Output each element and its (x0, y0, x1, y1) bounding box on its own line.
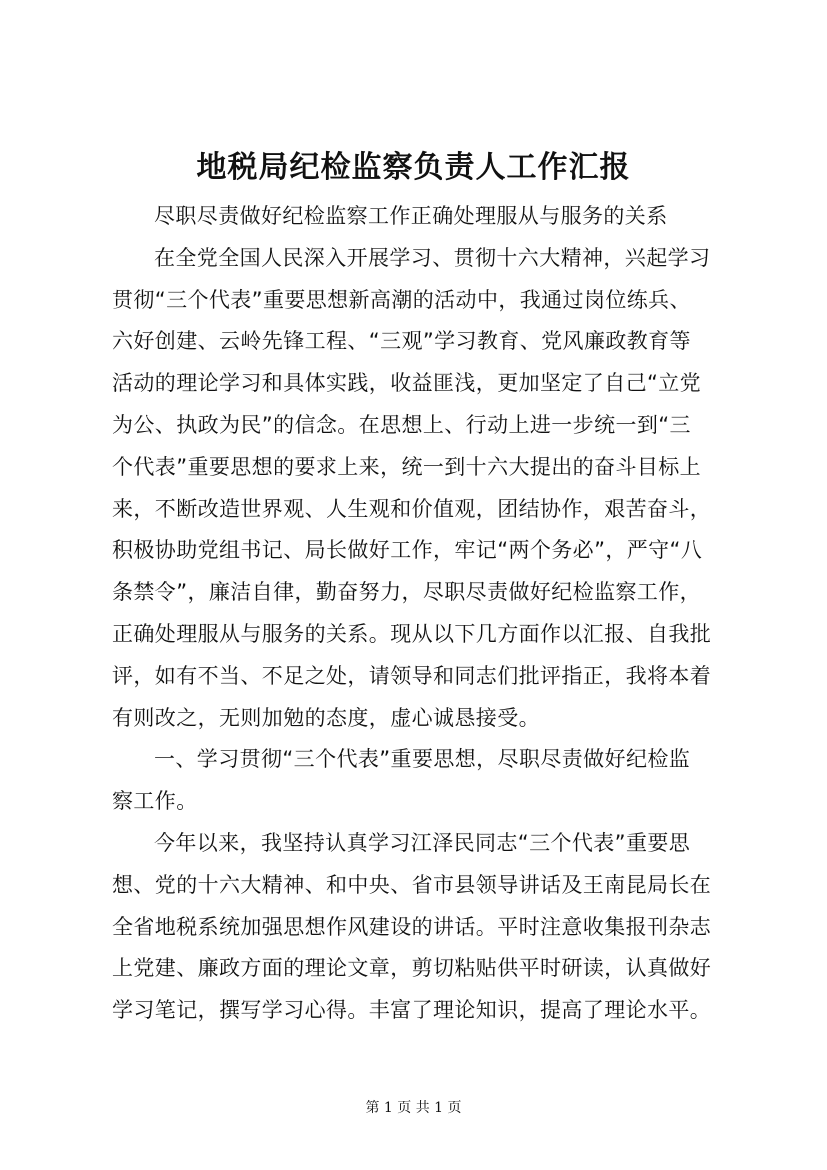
page-footer: 第 1 页 共 1 页 (365, 1100, 462, 1116)
body-line: 六好创建、云岭先锋工程、“三观”学习教育、党风廉政教育等 (112, 329, 691, 354)
body-line: 积极协助党组书记、局长做好工作，牢记“两个务必”，严守“八 (112, 538, 703, 563)
document-title: 地税局纪检监察负责人工作汇报 (196, 150, 631, 185)
body-line: 在全党全国人民深入开展学习、贯彻十六大精神，兴起学习 (154, 245, 711, 270)
body-line: 来，不断改造世界观、人生观和价值观，团结协作，艰苦奋斗， (112, 496, 712, 521)
body-line: 一、学习贯彻“三个代表”重要思想，尽职尽责做好纪检监 (154, 747, 691, 772)
body-line: 学习笔记，撰写学习心得。丰富了理论知识，提高了理论水平。 (112, 998, 712, 1023)
body-line: 为公、执政为民”的信念。在思想上、行动上进一步统一到“三 (112, 412, 691, 437)
body-line: 活动的理论学习和具体实践，收益匪浅，更加坚定了自己“立党 (112, 371, 702, 396)
body-line: 尽职尽责做好纪检监察工作正确处理服从与服务的关系 (154, 204, 668, 228)
body-line: 上党建、廉政方面的理论文章，剪切粘贴供平时研读，认真做好 (112, 956, 712, 981)
body-line: 评，如有不当、不足之处，请领导和同志们批评指正，我将本着 (112, 663, 712, 688)
body-line: 全省地税系统加强思想作风建设的讲话。平时注意收集报刊杂志 (112, 914, 712, 939)
body-line: 察工作。 (112, 789, 198, 814)
body-line: 正确处理服从与服务的关系。现从以下几方面作以汇报、自我批 (112, 621, 712, 646)
body-line: 想、党的十六大精神、和中央、省市县领导讲话及王南昆局长在 (112, 872, 712, 897)
body-line: 贯彻“三个代表”重要思想新高潮的活动中，我通过岗位练兵、 (112, 287, 691, 312)
body-line: 条禁令”，廉洁自律，勤奋努力，尽职尽责做好纪检监察工作， (112, 580, 702, 605)
document-body (112, 196, 744, 1032)
body-line: 今年以来，我坚持认真学习江泽民同志“三个代表”重要思 (154, 830, 691, 855)
body-line: 个代表”重要思想的要求上来，统一到十六大提出的奋斗目标上 (112, 454, 702, 479)
body-line: 有则改之，无则加勉的态度，虚心诚恳接受。 (112, 705, 540, 730)
